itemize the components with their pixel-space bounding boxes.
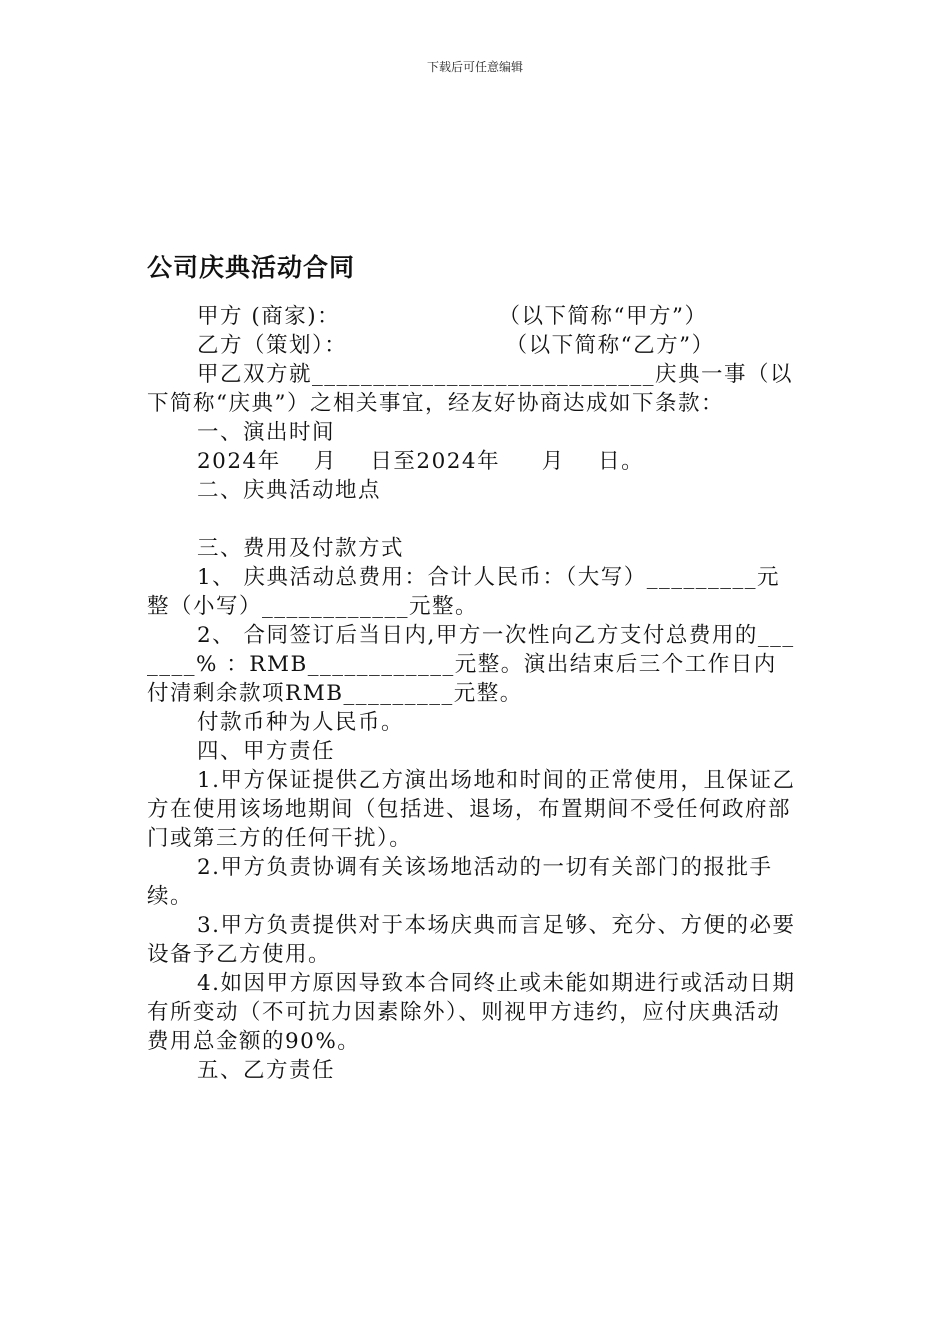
party-a-clause-4: 4.如因甲方原因导致本合同终止或未能如期进行或活动日期有所变动（不可抗力因素除外）、则视甲方违约，应付庆典活动费用总金额的90%。 <box>147 971 796 1054</box>
party-b-line: 乙方（策划）： （以下简称“乙方”） <box>197 333 715 358</box>
section-heading-fees: 三、费用及付款方式 <box>197 536 405 561</box>
contract-body <box>147 302 797 1085</box>
party-a-clause-2: 2.甲方负责协调有关该场地活动的一切有关部门的报批手续。 <box>147 855 773 909</box>
party-a-clause-1: 1.甲方保证提供乙方演出场地和时间的正常使用，且保证乙方在使用该场地期间（包括进、退场，布置期间不受任何政府部门或第三方的任何干扰）。 <box>147 768 796 851</box>
currency-line: 付款币种为人民币。 <box>197 710 405 735</box>
intro-paragraph: 甲乙双方就____________________________庆典一事（以下简称“庆典”）之相关事宜，经友好协商达成如下条款： <box>147 362 794 416</box>
header-note: 下载后可任意编辑 <box>426 60 523 74</box>
fee-clause-2: 2、 合同签订后当日内,甲方一次性向乙方支付总费用的_______% ：RMB____________元整。演出结束后三个工作日内付清剩余款项RMB_________元整。 <box>147 623 795 706</box>
document-title: 公司庆典活动合同 <box>147 253 356 282</box>
party-a-line: 甲方 (商家)： （以下简称“甲方”） <box>197 304 708 329</box>
section-heading-time: 一、演出时间 <box>197 420 336 445</box>
section-heading-party-a: 四、甲方责任 <box>197 739 336 764</box>
fee-clause-1: 1、 庆典活动总费用：合计人民币：（大写）_________元整（小写）____________元整。 <box>147 565 781 619</box>
section-heading-party-b: 五、乙方责任 <box>197 1058 336 1083</box>
section-heading-location: 二、庆典活动地点 <box>197 478 382 503</box>
blank-location-space <box>147 505 797 534</box>
time-range-line: 2024年 月 日至2024年 月 日。 <box>197 449 645 474</box>
party-a-clause-3: 3.甲方负责提供对于本场庆典而言足够、充分、方便的必要设备予乙方使用。 <box>147 913 796 967</box>
